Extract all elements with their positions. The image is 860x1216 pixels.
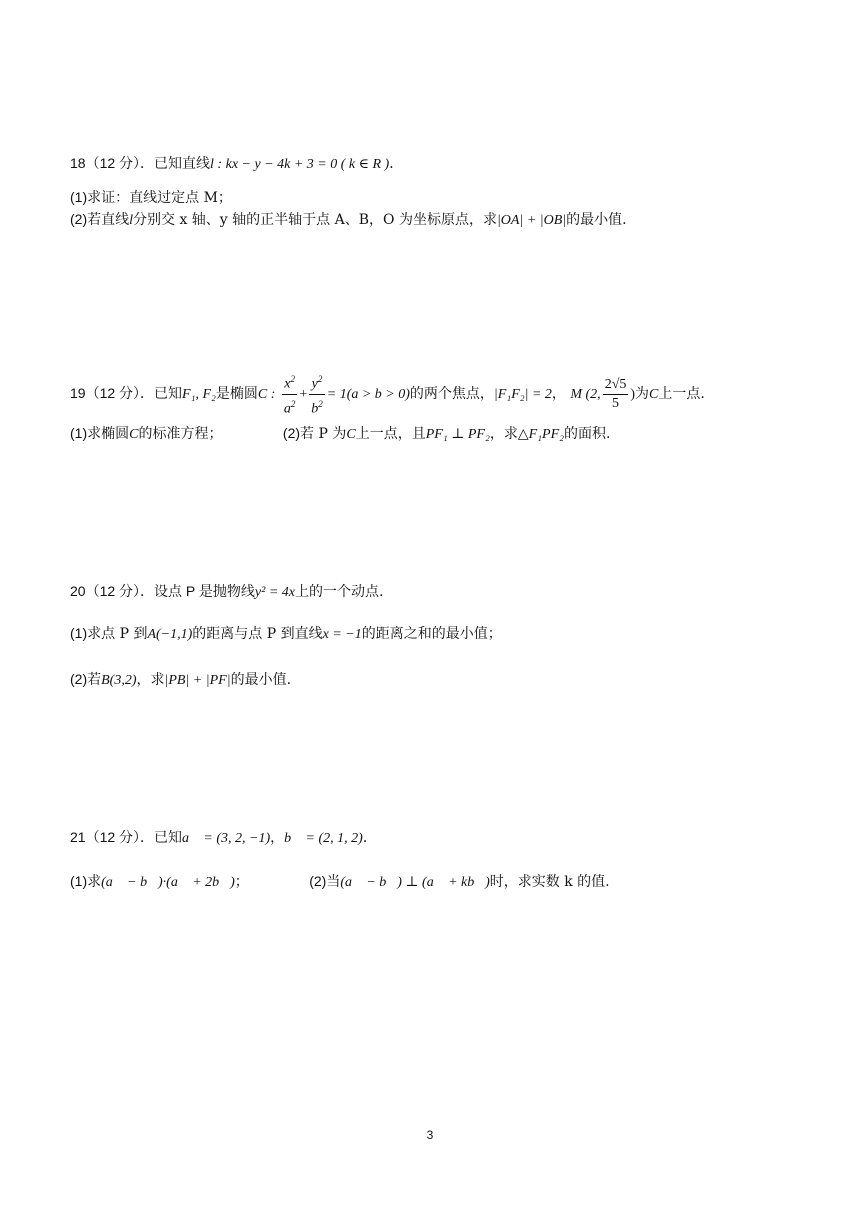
y2-over-b2-fraction: $\frac{y^2}{b^2}$ (309, 370, 325, 418)
part-label: (1) (70, 873, 88, 889)
q18-end: ． (389, 156, 404, 172)
q20-p2d: |PB| + |PF| (164, 673, 231, 688)
q18-equation: l : kx − y − 4k + 3 = 0 ( k ∈ R ) (210, 157, 390, 172)
x2-over-a2-fraction: $\frac{x^2}{a^2}$ (282, 370, 298, 418)
q20-p2c: ，求 (136, 672, 165, 688)
part-label: (2) (309, 873, 327, 889)
q19-head: 19（12 分）．已知 (70, 385, 183, 402)
q19-curve-c: C : (257, 387, 276, 403)
m-y-fraction (603, 376, 629, 413)
q20-head: 20（12 分）．设点 P 是抛物线 (70, 583, 255, 599)
q21-p1b: (a⃗ − b⃗)·(a⃗ + 2b⃗) (101, 875, 235, 890)
q18-part2 (70, 208, 627, 232)
q21-stem (70, 826, 377, 850)
q19-comma: ， (551, 386, 566, 403)
part-label: (1) (70, 425, 88, 441)
q21-end: ． (362, 830, 377, 846)
part-label: (2) (70, 671, 88, 687)
page-number: 3 (426, 1128, 434, 1142)
q21-parts (70, 870, 610, 894)
q21-p2b: (a⃗ − b⃗) ⊥ (a⃗ + kb⃗) (340, 875, 490, 890)
q19-stem: 19（12 分）．已知F₁, F₂是椭圆C : $\frac{x^2}{a^2}$ + $\frac{y^2}{b^2}$ = 1(a > b > 0)的两个焦点，|F₁F₂| = 2， M (2, $\frac{2√5}{5}$ )为C上一点. (70, 370, 705, 418)
q18-part2-expr: |OA| + |OB| (496, 213, 567, 228)
q19-p2b: C (346, 427, 356, 442)
q19-mid: 是椭圆 (215, 386, 258, 403)
q20-p1a: 求点 P 到 (87, 626, 148, 642)
q19-p2f: △F₁PF₂ (517, 427, 564, 442)
q21-p2a: 当 (326, 874, 341, 890)
q20-part1 (70, 622, 502, 646)
q20-equation: y² = 4x (254, 585, 295, 600)
q21-comma: ， (270, 830, 285, 846)
q18-part2-text-c: 分别交 x 轴、y 轴的正半轴于点 A、B，O 为坐标原点，求 (133, 212, 497, 228)
q20-p1c: 的距离与点 P 到直线 (192, 626, 323, 642)
q20-p2b: B(3,2) (101, 673, 137, 688)
q18-part2-text-e: 的最小值. (566, 212, 627, 228)
q19-p2e: ，求 (489, 426, 518, 442)
q21-vector-b: b⃗ = (2, 1, 2) (284, 831, 363, 846)
q18-head: 18（12 分）．已知直线 (70, 155, 211, 171)
q21-head: 21（12 分）．已知 (70, 829, 183, 845)
q19-p2c: 上一点，且 (355, 426, 426, 442)
q21-p1a: 求 (87, 874, 102, 890)
q21-p1c: ； (234, 874, 249, 890)
q19-distance: |F₁F₂| = 2 (493, 387, 552, 403)
q20-p1b: A(−1,1) (147, 627, 193, 642)
q20-p2a: 若 (87, 672, 102, 688)
part-label: (1) (70, 625, 88, 641)
q20-p2e: 的最小值. (230, 672, 292, 688)
q18-stem (70, 152, 403, 176)
q21-vector-a: a⃗ = (3, 2, −1) (182, 831, 271, 846)
q20-p1e: 的距离之和的最小值； (361, 626, 502, 642)
q19-p1a: 求椭圆 (87, 426, 130, 442)
q19-tail1: = 1(a > b > 0) (326, 387, 410, 403)
q19-p1b: C (129, 427, 139, 442)
q19-foci: F₁, F₂ (182, 387, 216, 403)
q19-parts (70, 422, 610, 446)
q19-tail3: 为 (635, 386, 650, 403)
q19-p2g: 的面积. (563, 426, 611, 442)
q18-part1 (70, 186, 232, 209)
m-frac-num: 2√5 (603, 376, 629, 395)
q19-mclose: ) (630, 387, 636, 403)
q20-stem (70, 580, 383, 604)
q20-tail: 上的一个动点. (294, 584, 384, 600)
q19-tail4: 上一点. (658, 386, 705, 403)
q19-c2: C (649, 387, 659, 403)
q20-p1d: x = −1 (322, 627, 362, 642)
part-label: (2) (70, 211, 88, 227)
q19-p2a: 若 P 为 (300, 426, 347, 442)
part-label: (1) (70, 189, 88, 205)
q18-part2-line-l: l (129, 213, 134, 228)
q20-part2 (70, 668, 291, 692)
q19-tail2: 的两个焦点， (409, 386, 494, 403)
q18-part1-text: 求证：直线过定点 M； (87, 190, 232, 206)
part-label: (2) (282, 425, 301, 441)
q19-p2d: PF₁ ⊥ PF₂ (425, 427, 490, 442)
q19-p1c: 的标准方程； (138, 426, 223, 442)
q21-p2c: 时，求实数 k 的值. (489, 874, 610, 890)
q19-point-m: M (2, (570, 387, 601, 403)
q18-part2-text-a: 若直线 (87, 212, 130, 228)
m-frac-den: 5 (612, 395, 620, 411)
